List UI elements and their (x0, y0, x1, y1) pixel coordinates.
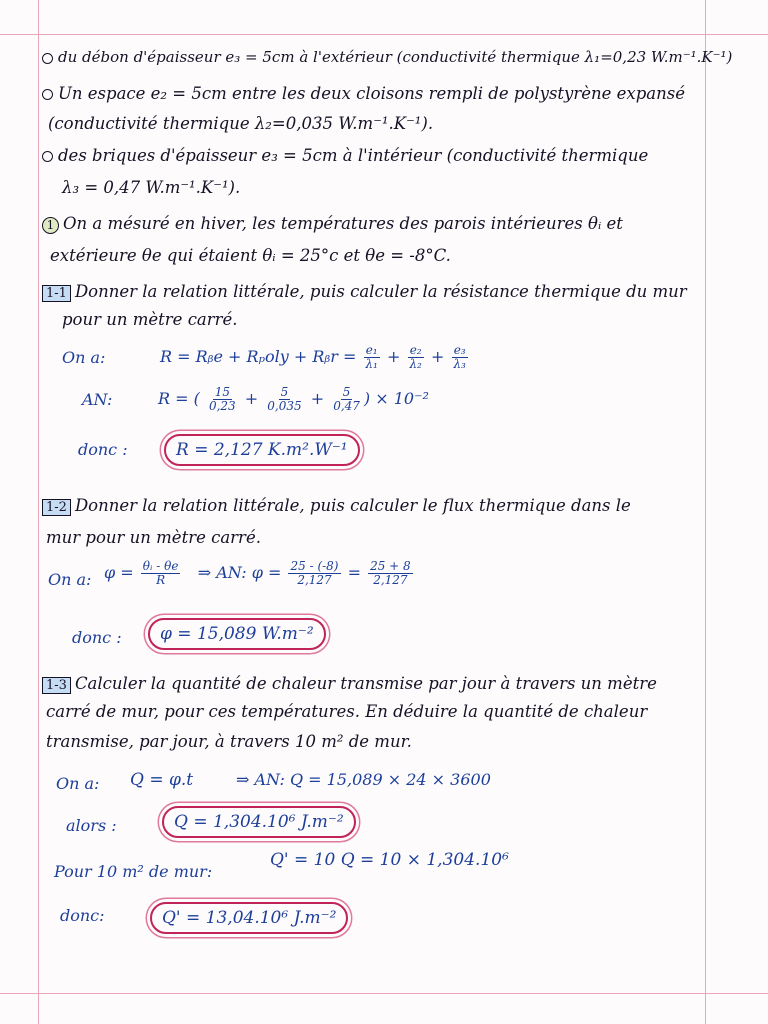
denominator: 2,127 (373, 573, 408, 587)
fraction (265, 386, 303, 413)
line-1-text: du débon d'épaisseur e₃ = 5cm à l'extérieur (conductivité thermique λ₁=0,23 W.m⁻¹.K⁻¹) (58, 48, 733, 66)
question-1-1 (42, 282, 687, 302)
denominator: 0,47 (333, 399, 360, 413)
header-line (0, 34, 768, 35)
denominator: 0,23 (208, 399, 236, 413)
line-2 (42, 84, 685, 103)
question-1-1-text: Donner la relation littérale, puis calculer la résistance thermique du mur (74, 282, 687, 301)
margin-line-right (705, 0, 706, 1024)
on-a-3: On a: (56, 774, 100, 793)
line-7: extérieure θe qui étaient θᵢ = 25°c et θe = -8°C. (50, 246, 451, 265)
heat-10m2-formula: Q' = 10 Q = 10 × 1,304.10⁶ (270, 850, 509, 870)
margin-line-left (38, 0, 39, 1024)
question-1-3 (42, 674, 657, 694)
question-label-box: 1-1 (42, 285, 71, 302)
heat-numeric: ⇒ AN: Q = 15,089 × 24 × 3600 (236, 770, 491, 789)
question-1-2 (42, 496, 631, 516)
on-a-2: On a: (48, 570, 92, 589)
numerator: e₁ (365, 343, 378, 357)
numerator: 5 (342, 385, 351, 399)
question-label-box: 1-2 (42, 499, 71, 516)
numerator: e₂ (409, 343, 422, 357)
denominator: λ₂ (409, 357, 422, 371)
result-heat: Q = 1,304.10⁶ J.m⁻² (162, 806, 356, 838)
an-r-close: ) × 10⁻² (363, 389, 429, 408)
numerator: 25 - (-8) (290, 559, 339, 573)
numerator: 15 (214, 385, 230, 399)
alors: alors : (66, 816, 117, 835)
question-1-2-text: Donner la relation littérale, puis calculer le flux thermique dans le (74, 496, 631, 515)
line-11: mur pour un mètre carré. (46, 528, 261, 547)
an-arrow: ⇒ AN: (197, 563, 247, 582)
bullet-icon (42, 89, 53, 100)
donc-2: donc : (72, 628, 122, 647)
fraction (288, 560, 340, 587)
resistance-numeric: R = ( $\frac{15}{0,23}$ + $\frac{5}{0,035}$ + $\frac{5}{0,47}$ ) × 10⁻² (158, 385, 429, 413)
fraction (368, 560, 413, 587)
pour-10m2: Pour 10 m² de mur: (54, 862, 213, 881)
line-9: pour un mètre carré. (62, 310, 238, 329)
line-1 (42, 48, 732, 66)
numerator: 25 + 8 (370, 559, 411, 573)
fraction (451, 344, 467, 371)
line-5: λ₃ = 0,47 W.m⁻¹.K⁻¹). (62, 178, 241, 197)
fraction (363, 344, 379, 371)
donc-1: donc : (78, 440, 128, 459)
flux-formula: φ = $\frac{\text{θᵢ - θe}}{R}$ ⇒ AN: φ = $\frac{25 - (-8)}{2,127}$ = $\frac{25 + 8}{2,127}$ (104, 559, 411, 587)
donc-3: donc: (60, 906, 105, 925)
question-number: 1 (42, 217, 59, 234)
fraction (407, 344, 423, 371)
line-3: (conductivité thermique λ₂=0,035 W.m⁻¹.K⁻¹). (48, 114, 434, 133)
fraction (207, 386, 238, 413)
question-1 (42, 214, 623, 234)
result-flux: φ = 15,089 W.m⁻² (148, 618, 326, 650)
result-heat-10m2: Q' = 13,04.10⁶ J.m⁻² (150, 902, 348, 934)
numerator: 5 (280, 385, 289, 399)
an-1: AN: (82, 390, 113, 409)
line-13: carré de mur, pour ces températures. En déduire la quantité de chaleur (46, 702, 648, 721)
question-1-text: On a mésuré en hiver, les températures des parois intérieures θᵢ et (63, 214, 623, 233)
phi-label: φ = (104, 563, 134, 582)
line-2-text: Un espace e₂ = 5cm entre les deux cloisons rempli de polystyrène expansé (58, 84, 685, 103)
line-4 (42, 146, 648, 165)
numerator: θᵢ - θe (142, 559, 179, 573)
denominator: 0,035 (267, 399, 302, 413)
denominator: λ₃ (453, 357, 466, 371)
fraction (331, 386, 362, 413)
fraction (141, 560, 181, 587)
question-label-box: 1-3 (42, 677, 71, 694)
bullet-icon (42, 53, 53, 64)
phi-label-2: φ = (251, 563, 282, 582)
numerator: e₃ (453, 343, 466, 357)
denominator: λ₁ (365, 357, 378, 371)
heat-formula: Q = φ.t (130, 770, 194, 790)
denominator: R (156, 573, 166, 587)
bullet-icon (42, 151, 53, 162)
question-1-3-text: Calculer la quantité de chaleur transmise par jour à travers un mètre (74, 674, 657, 693)
on-a-1: On a: (62, 348, 106, 367)
resistance-formula: R = Rᵦe + Rₚoly + Rᵦr = $\frac{\text{e₁}}{\text{λ₁}}$ + $\frac{\text{e₂}}{\text{λ₂}}$ + $\frac{\text{e₃}}{\text{λ₃}}$ (160, 343, 466, 371)
resistance-formula-text: R = Rᵦe + Rₚoly + Rᵦr = (160, 347, 357, 366)
line-14: transmise, par jour, à travers 10 m² de mur. (46, 732, 412, 751)
denominator: 2,127 (297, 573, 332, 587)
result-resistance: R = 2,127 K.m².W⁻¹ (164, 434, 360, 466)
footer-line (0, 993, 768, 994)
an-r-open: R = ( (158, 389, 200, 408)
line-4-text: des briques d'épaisseur e₃ = 5cm à l'intérieur (conductivité thermique (58, 146, 649, 165)
